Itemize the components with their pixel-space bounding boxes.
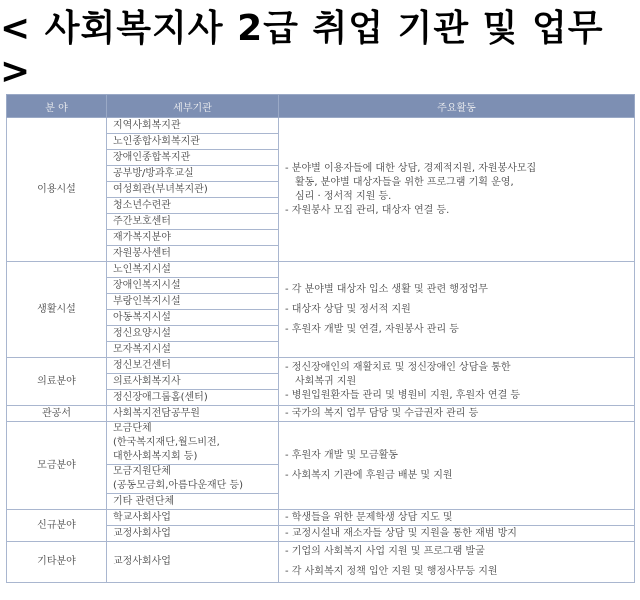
duty-cell: [279, 542, 635, 583]
category-cell: 모금분야: [7, 422, 107, 510]
category-cell: 신규분야: [7, 510, 107, 542]
duty-line: - 분야별 이용자들에 대한 상담, 경제적지원, 자원봉사모집: [285, 162, 537, 174]
header-activities: 주요활동: [279, 95, 635, 118]
duty-cell: - 학생들을 위한 문제학생 상담 지도 및: [279, 510, 635, 526]
category-cell: 이용시설: [7, 118, 107, 262]
table-row: [7, 262, 635, 278]
duty-line: 사회복귀 지원: [295, 375, 357, 387]
table-row: [7, 542, 635, 583]
duty-line: - 후원자 개발 및 모금활동: [285, 449, 398, 461]
institution-cell: 교정사회사업: [107, 542, 279, 583]
category-cell: 기타분야: [7, 542, 107, 583]
institution-line: (한국복지재단,월드비전,: [113, 437, 220, 448]
institution-line: (공동모금회,아름다운재단 등): [113, 480, 244, 491]
institution-cell: 장애인종합복지관: [107, 150, 279, 166]
duty-line: - 각 분야별 대상자 입소 생활 및 관련 행정업무: [285, 283, 488, 295]
institution-cell: 노인종합사회복지관: [107, 134, 279, 150]
institution-cell: 청소년수련관: [107, 198, 279, 214]
category-cell: 의료분야: [7, 358, 107, 406]
table-row: [7, 406, 635, 422]
institution-cell: 장애인복지시설: [107, 278, 279, 294]
jobs-table-container: [6, 94, 634, 583]
duty-line: - 각 사회복지 정책 입안 지원 및 행정사무등 지원: [285, 566, 498, 577]
institution-cell: 정신요양시설: [107, 326, 279, 342]
category-cell: 생활시설: [7, 262, 107, 358]
institution-cell: 기타 관련단체: [107, 494, 279, 510]
duty-cell: [279, 262, 635, 358]
institution-cell: 학교사회사업: [107, 510, 279, 526]
duty-line: - 대상자 상담 및 정서적 지원: [285, 303, 411, 315]
duty-cell: [279, 422, 635, 510]
institution-cell: 재가복지분야: [107, 230, 279, 246]
duty-cell: - 교정시설내 재소자들 상담 및 지원을 통한 재범 방지: [279, 526, 635, 542]
duty-line: - 자원봉사 모집 관리, 대상자 연결 등.: [285, 204, 450, 216]
jobs-table: [6, 94, 635, 583]
page-title: < 사회복지사 2급 취업 기관 및 업무 >: [0, 8, 604, 92]
table-row: [7, 118, 635, 134]
institution-cell: 의료사회복지사: [107, 374, 279, 390]
institution-line: 모금지원단체: [113, 466, 171, 477]
table-header-row: [7, 95, 635, 118]
institution-cell: 정신보건센터: [107, 358, 279, 374]
duty-line: - 사회복지 기관에 후원금 배분 및 지원: [285, 469, 453, 481]
institution-cell: 아동복지시설: [107, 310, 279, 326]
institution-cell: 부랑인복지시설: [107, 294, 279, 310]
duty-line: 활동, 분야별 대상자들을 위한 프로그램 기획 운영,: [295, 176, 514, 188]
duty-line: - 기업의 사회복지 사업 지원 및 프로그램 발굴: [285, 546, 485, 557]
table-row: [7, 510, 635, 526]
institution-cell: 공부방/방과후교실: [107, 166, 279, 182]
institution-cell: 노인복지시설: [107, 262, 279, 278]
institution-cell: [107, 465, 279, 494]
duty-cell: [279, 118, 635, 262]
duty-line: - 병원입원환자들 관리 및 병원비 지원, 후원자 연결 등: [285, 389, 521, 401]
institution-line: 모금단체: [113, 423, 152, 434]
institution-cell: 사회복지전담공무원: [107, 406, 279, 422]
duty-line: - 후원자 개발 및 연결, 자원봉사 관리 등: [285, 323, 459, 335]
duty-cell: - 국가의 복지 업무 담당 및 수급권자 관리 등: [279, 406, 635, 422]
institution-cell: 여성회관(부녀복지관): [107, 182, 279, 198]
institution-cell: 주간보호센터: [107, 214, 279, 230]
table-row: [7, 358, 635, 374]
table-row: [7, 422, 635, 465]
institution-cell: 교정사회사업: [107, 526, 279, 542]
category-cell: 관공서: [7, 406, 107, 422]
institution-cell: 지역사회복지관: [107, 118, 279, 134]
institution-line: 대한사회복지회 등): [113, 451, 198, 462]
duty-line: - 정신장애인의 재활치료 및 정신장애인 상담을 통한: [285, 361, 511, 373]
institution-cell: [107, 422, 279, 465]
institution-cell: 모자복지시설: [107, 342, 279, 358]
institution-cell: 자원봉사센터: [107, 246, 279, 262]
duty-line: 심리 · 정서적 지원 등.: [295, 190, 392, 202]
institution-cell: 정신장애그룹홈(센터): [107, 390, 279, 406]
duty-cell: [279, 358, 635, 406]
header-institution: 세부기관: [107, 95, 279, 118]
header-field: 분 야: [7, 95, 107, 118]
